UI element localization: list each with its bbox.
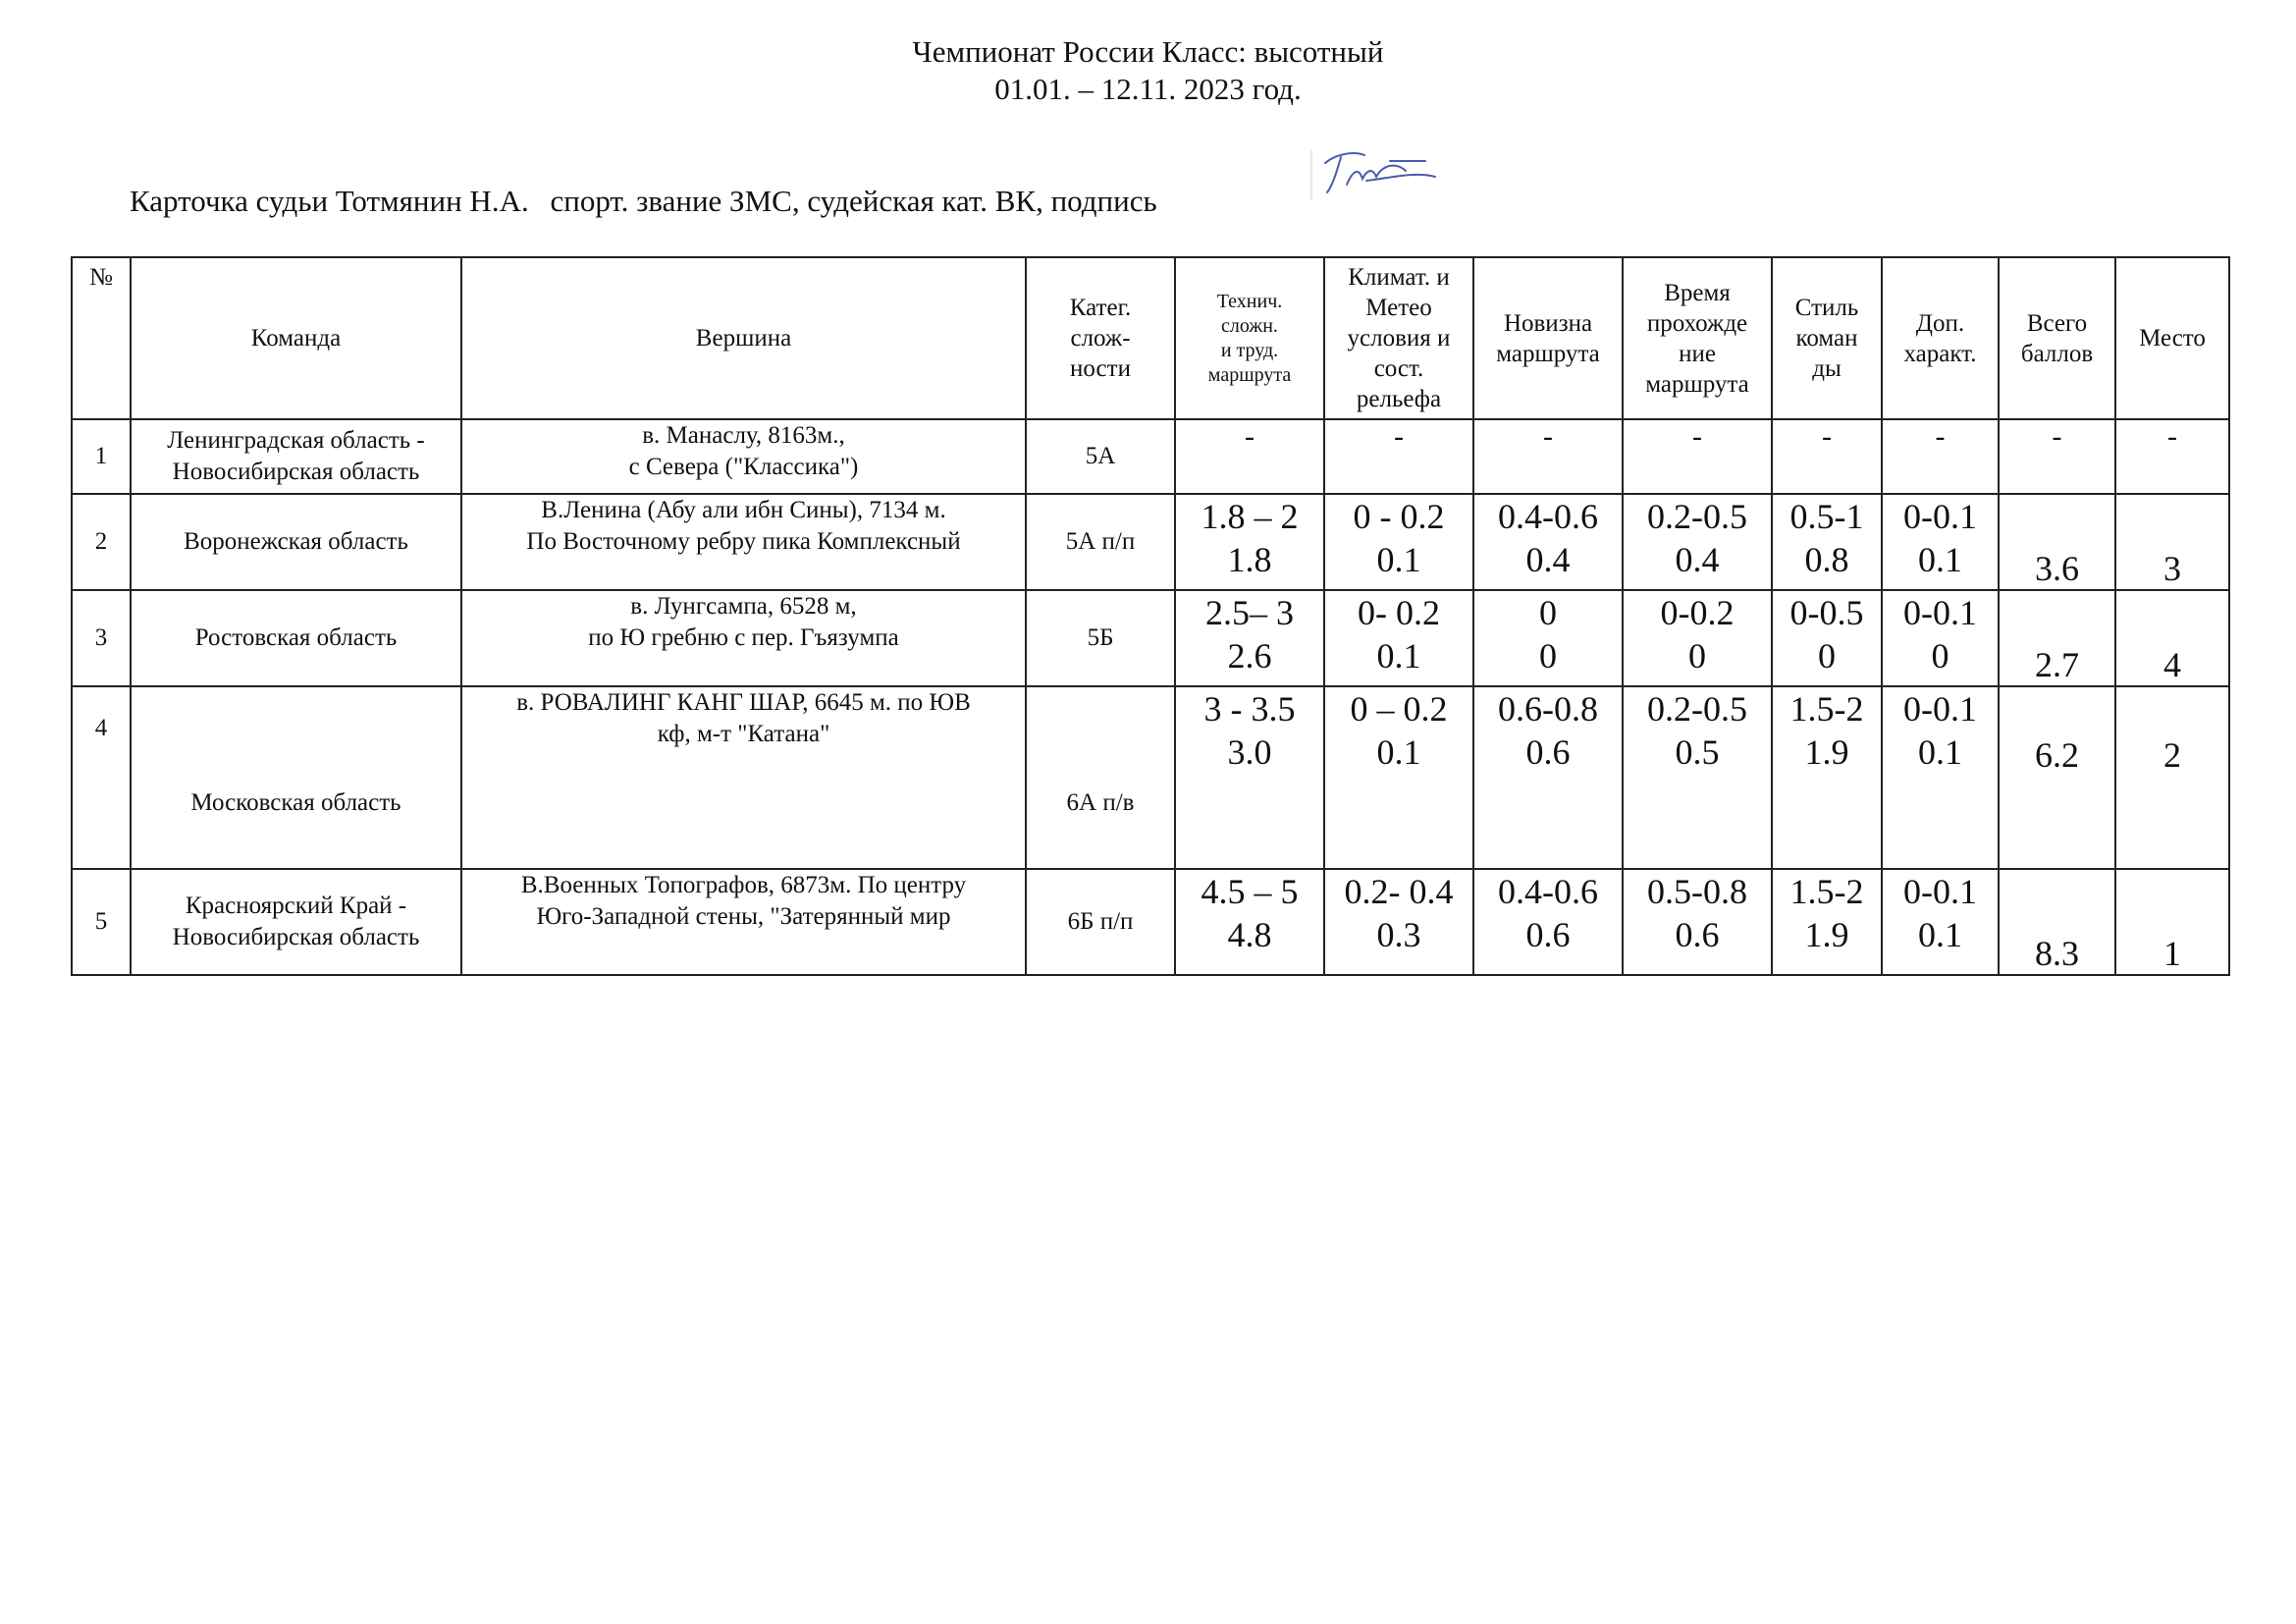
row-total: 6.2 [1999, 686, 2115, 869]
table-row [72, 419, 2229, 494]
judge-rank: спорт. звание ЗМС, судейская кат. ВК, подпись [550, 184, 1157, 218]
row-peak: в. Манаслу, 8163м., с Севера ("Классика") [461, 419, 1026, 494]
header-novelty: Новизна маршрута [1473, 257, 1623, 419]
header-climate: Климат. и Метео условия и сост. рельефа [1324, 257, 1473, 419]
table-row [72, 590, 2229, 686]
row-num: 3 [72, 590, 131, 686]
row-extra: 0-0.1 0.1 [1882, 686, 1999, 869]
header-category: Катег. слож- ности [1026, 257, 1175, 419]
row-num: 2 [72, 494, 131, 590]
row-style: 1.5-2 1.9 [1772, 686, 1882, 869]
header-num: № [72, 257, 131, 419]
row-num: 5 [72, 869, 131, 975]
header-time: Время прохожде ние маршрута [1623, 257, 1772, 419]
table-row [72, 869, 2229, 975]
signature-image [1308, 141, 1445, 209]
row-novelty: 0 0 [1473, 590, 1623, 686]
row-novelty: 0.6-0.8 0.6 [1473, 686, 1623, 869]
row-technical: 4.5 – 5 4.8 [1175, 869, 1324, 975]
row-climate: 0 - 0.2 0.1 [1324, 494, 1473, 590]
row-novelty: 0.4-0.6 0.4 [1473, 494, 1623, 590]
row-peak: в. РОВАЛИНГ КАНГ ШАР, 6645 м. по ЮВ кф, м-т "Катана" [461, 686, 1026, 869]
row-total: - [1999, 419, 2115, 494]
row-team: Ленинградская область - Новосибирская область [131, 419, 461, 494]
row-novelty: - [1473, 419, 1623, 494]
row-total: 8.3 [1999, 869, 2115, 975]
row-technical: 2.5– 3 2.6 [1175, 590, 1324, 686]
row-style: - [1772, 419, 1882, 494]
row-total: 3.6 [1999, 494, 2115, 590]
row-peak: В.Военных Топографов, 6873м. По центру Юго-Западной стены, "Затерянный мир [461, 869, 1026, 975]
row-climate: - [1324, 419, 1473, 494]
title-line-2: 01.01. – 12.11. 2023 год. [994, 72, 1302, 106]
judge-name: Карточка судьи Тотмянин Н.А. [130, 184, 529, 218]
header-place: Место [2115, 257, 2229, 419]
row-extra: - [1882, 419, 1999, 494]
row-place: - [2115, 419, 2229, 494]
row-team: Ростовская область [131, 590, 461, 686]
row-category: 5Б [1026, 590, 1175, 686]
row-team: Воронежская область [131, 494, 461, 590]
row-place: 4 [2115, 590, 2229, 686]
row-peak: В.Ленина (Абу али ибн Сины), 7134 м. По Восточному ребру пика Комплексный [461, 494, 1026, 590]
header-team: Команда [131, 257, 461, 419]
row-place: 3 [2115, 494, 2229, 590]
row-climate: 0 – 0.2 0.1 [1324, 686, 1473, 869]
row-style: 1.5-2 1.9 [1772, 869, 1882, 975]
row-category: 6Б п/п [1026, 869, 1175, 975]
row-category: 5А п/п [1026, 494, 1175, 590]
row-technical: 3 - 3.5 3.0 [1175, 686, 1324, 869]
row-novelty: 0.4-0.6 0.6 [1473, 869, 1623, 975]
row-extra: 0-0.1 0.1 [1882, 869, 1999, 975]
row-time: 0.5-0.8 0.6 [1623, 869, 1772, 975]
row-style: 0-0.5 0 [1772, 590, 1882, 686]
table-header-row [72, 257, 2229, 419]
row-time: - [1623, 419, 1772, 494]
document-title [0, 33, 2296, 108]
row-climate: 0- 0.2 0.1 [1324, 590, 1473, 686]
row-place: 2 [2115, 686, 2229, 869]
row-time: 0.2-0.5 0.4 [1623, 494, 1772, 590]
row-place: 1 [2115, 869, 2229, 975]
judge-card-line [130, 183, 1171, 220]
row-num: 1 [72, 419, 131, 494]
row-extra: 0-0.1 0 [1882, 590, 1999, 686]
row-peak: в. Лунгсампа, 6528 м, по Ю гребню с пер. Гъязумпа [461, 590, 1026, 686]
judge-scores-table [71, 256, 2230, 976]
row-time: 0-0.2 0 [1623, 590, 1772, 686]
row-num: 4 [72, 686, 131, 869]
row-category: 5А [1026, 419, 1175, 494]
row-total: 2.7 [1999, 590, 2115, 686]
header-extra: Доп. характ. [1882, 257, 1999, 419]
row-technical: - [1175, 419, 1324, 494]
header-peak: Вершина [461, 257, 1026, 419]
title-line-1: Чемпионат России Класс: высотный [912, 34, 1384, 69]
table-row [72, 686, 2229, 869]
header-technical: Технич. сложн. и труд. маршрута [1175, 257, 1324, 419]
table-row [72, 494, 2229, 590]
row-style: 0.5-1 0.8 [1772, 494, 1882, 590]
handwritten-signature [1308, 141, 1445, 204]
row-climate: 0.2- 0.4 0.3 [1324, 869, 1473, 975]
row-category: 6А п/в [1026, 686, 1175, 869]
header-style: Стиль коман ды [1772, 257, 1882, 419]
header-total: Всего баллов [1999, 257, 2115, 419]
row-extra: 0-0.1 0.1 [1882, 494, 1999, 590]
row-team: Красноярский Край - Новосибирская область [131, 869, 461, 975]
row-time: 0.2-0.5 0.5 [1623, 686, 1772, 869]
row-technical: 1.8 – 2 1.8 [1175, 494, 1324, 590]
row-team: Московская область [131, 686, 461, 869]
